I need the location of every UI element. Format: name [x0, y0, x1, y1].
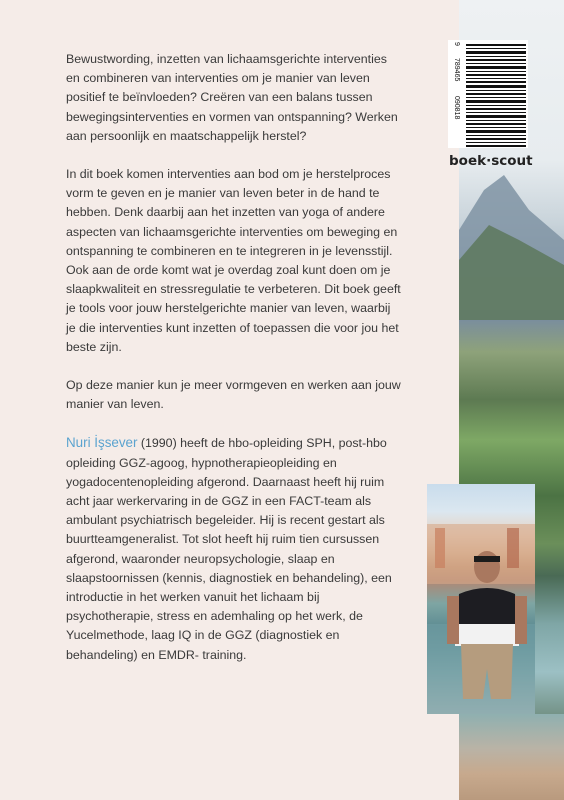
- author-bio-text: (1990) heeft de hbo-opleiding SPH, post-hbo opleiding GGZ-agoog, hypnotherapieopleiding en yogadocentenopleiding afgerond. Daarnaast heeft hij ruim acht jaar werkervaring in de GGZ in een FACT-team als ambulant psychiatrisch begeleider. Hij is recent gestart als buurtteamgeneralist. Tot slot heeft hij ruim tien cursussen afgerond, waaronder neuropsychologie, slaap en slaapstoornissen (kennis, diagnostiek en behandeling), een introductie in het werken vanuit het lichaam bij psychotherapie, stress en ademhaling op het werk, de Yucelmethode, laag IQ in de GGZ (diagnostiek en behandeling) en EMDR- training.: [66, 436, 392, 662]
- isbn-digits-mid: 789465: [453, 58, 460, 82]
- author-name: Nuri İşsever: [66, 435, 138, 451]
- isbn-digits-last: 090818: [453, 96, 460, 120]
- author-bio: [66, 433, 402, 664]
- author-figure-icon: [427, 484, 535, 714]
- mountain-illustration: [459, 170, 564, 320]
- intro-paragraph: Bewustwording, inzetten van lichaamsgerichte interventies en combineren van interventies om je manier van leven positief te beïnvloeden? Creëren van een balans tussen bewegingsinterventies en vormen van ontspanning? Werken aan persoonlijk en maatschappelijk herstel?: [66, 52, 398, 143]
- closing-paragraph: Op deze manier kun je meer vormgeven en werken aan jouw manier van leven.: [66, 378, 401, 412]
- deck-photo: [459, 714, 564, 800]
- body-paragraph: In dit boek komen interventies aan bod om je herstelproces vorm te geven en je manier van leven beter in de hand te hebben. Denk daarbij aan het inzetten van yoga of andere aspecten van lichaamsgerichte interventies om beweging en ontspanning te combineren en te integreren in je levensstijl. Ook aan de orde komt wat je overdag zoal kunt doen om je slaapkwaliteit en stressregulatie te verbeteren. Dit boek geeft je tools voor jouw herstelgerichte manier van leven, waarbij je die interventies kunt inzetten of toepassen die voor jou het beste zijn.: [66, 167, 401, 354]
- publisher-logo: boek·scout: [449, 153, 533, 169]
- back-cover-text: [66, 50, 402, 684]
- author-photo: [427, 484, 535, 714]
- isbn-digit-first: 9: [453, 42, 460, 46]
- barcode-icon: [466, 42, 526, 150]
